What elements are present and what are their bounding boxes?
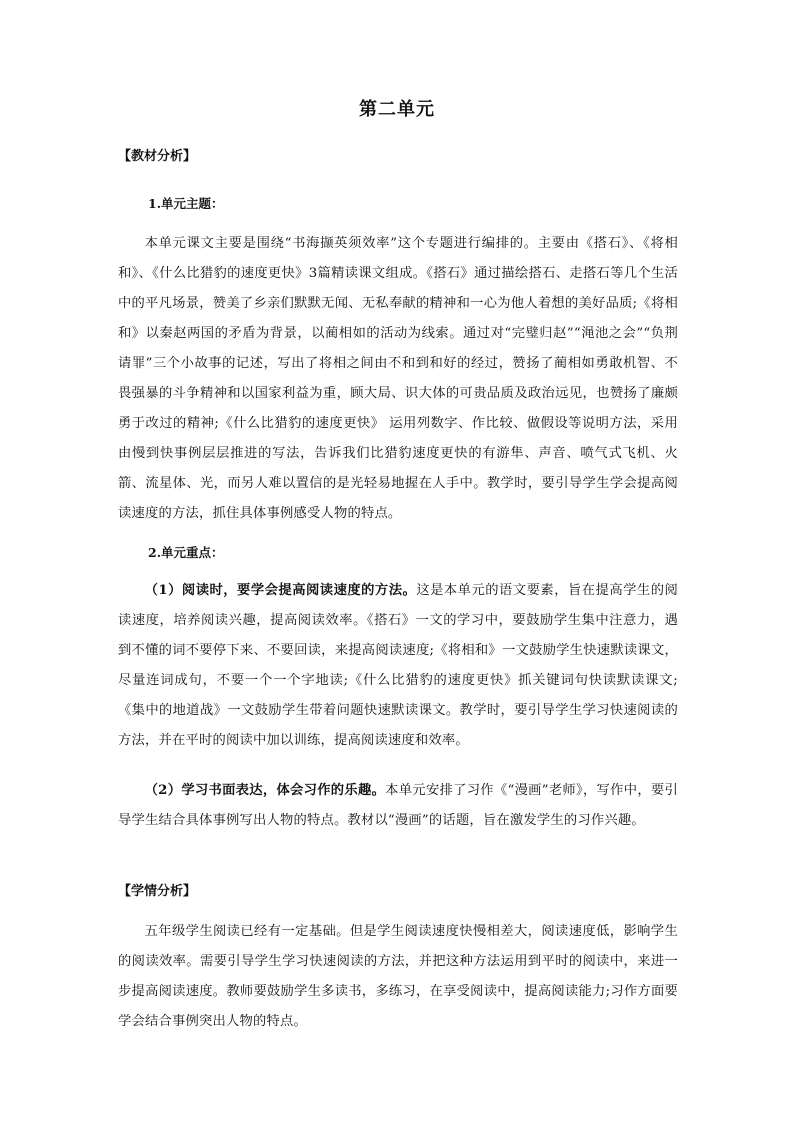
paragraph-learner-analysis: 五年级学生阅读已经有一定基础。但是学生阅读速度快慢相差大，阅读速度低，影响学生的阅读效率。需要引导学生学习快速阅读的方法，并把这种方法运用到平时的阅读中，来进一步提高阅读速度。教师要鼓励学生多读书，多练习，在享受阅读中，提高阅读能力;习作方面要学会结合事例突出人物的特点。 <box>118 924 678 1029</box>
subheading-unit-theme: 1.单元主题： <box>148 196 224 211</box>
paragraph-focus-point-2 <box>118 776 678 836</box>
section-heading-textbook-analysis: 【教材分析】 <box>118 149 197 164</box>
section-heading-learner-analysis: 【学情分析】 <box>118 884 197 899</box>
paragraph-focus-point-1 <box>118 576 678 756</box>
focus-point-2-lead: （2）学习书面表达，体会习作的乐趣。 <box>144 783 386 798</box>
paragraph-unit-theme: 本单元课文主要是围绕“书海撷英须效率”这个专题进行编排的。主要由《搭石》、《将相和》、《什么比猎豹的速度更快》3篇精读课文组成。《搭石》通过描绘搭石、走搭石等几个生活中的平凡场景，赞美了乡亲们默默无闻、无私奉献的精神和一心为他人着想的美好品质;《将相和》以秦赵两国的矛盾为背景，以蔺相如的活动为线索。通过对“完璧归赵”“渑池之会”“负荆请罪”三个小故事的记述，写出了将相之间由不和到和好的经过，赞扬了蔺相如勇敢机智、不畏强暴的斗争精神和以国家利益为重，顾大局、识大体的可贵品质及政治远见，也赞扬了廉颇勇于改过的精神;《什么比猎豹的速度更快》 运用列数字、作比较、做假设等说明方法，采用由慢到快事例层层推进的写法，告诉我们比猎豹速度更快的有游隼、声音、喷气式飞机、火箭、流星体、光，而另人难以置信的是光轻易地握在人手中。教学时，要引导学生学会提高阅读速度的方法，抓住具体事例感受人物的特点。 <box>118 236 678 521</box>
focus-point-1-text: 这是本单元的语文要素，旨在提高学生的阅读速度，培养阅读兴趣，提高阅读效率。《搭石》一文的学习中，要鼓励学生集中注意力，遇到不懂的词不要停下来、不要回读，来提高阅读速度;《将相和》一文鼓励学生快速默读课文，尽量连词成句，不要一个一个字地读;《什么比猎豹的速度更快》抓关键词句快读默读课文;《集中的地道战》一文鼓励学生带着问题快速默读课文。教学时，要引导学生学习快速阅读的方法，并在平时的阅读中加以训练，提高阅读速度和效率。 <box>118 583 678 748</box>
page-title: 第二单元 <box>359 99 435 120</box>
focus-point-2-text: 本单元安排了习作《“漫画”老师》，写作中，要引导学生结合具体事例写出人物的特点。教材以“漫画”的话题，旨在激发学生的习作兴趣。 <box>118 783 678 828</box>
subheading-unit-focus: 2.单元重点： <box>148 545 224 560</box>
focus-point-1-lead: （1）阅读时，要学会提高阅读速度的方法。 <box>144 583 417 598</box>
